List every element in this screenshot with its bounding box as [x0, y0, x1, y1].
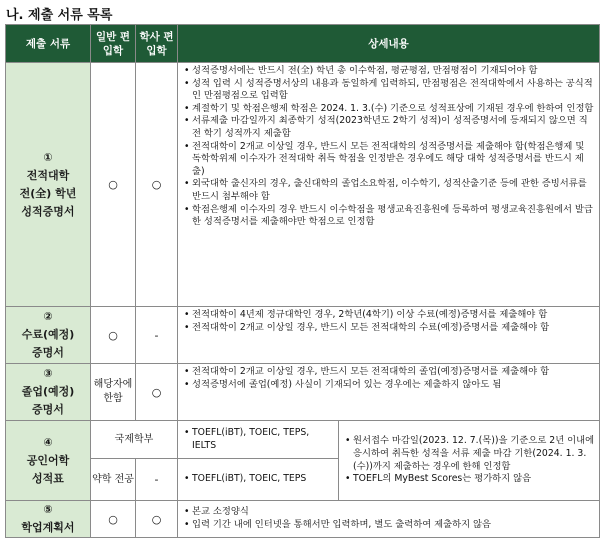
test-list: • TOEFL(iBT), TOEIC, TEPS, IELTS	[184, 427, 334, 452]
required-documents-table	[5, 24, 600, 538]
category-label: 졸업(예정)	[21, 385, 75, 398]
header-doc: 제출 서류	[6, 25, 91, 63]
category-cell	[6, 63, 91, 307]
detail-item: • 전적대학이 2개교 이상일 경우, 반드시 모든 전적대학의 수료(예정)증명서를 제출해야 함	[184, 322, 595, 335]
general-mark: ○	[91, 307, 136, 364]
general-mark: 해당자에 한함	[91, 364, 136, 421]
general-mark: ○	[91, 501, 136, 538]
category-label: 수료(예정)	[21, 328, 75, 341]
table-row	[6, 307, 600, 364]
category-label: 전(全) 학년	[19, 186, 77, 200]
header-general: 일반 편입학	[91, 25, 136, 63]
bachelor-mark: -	[136, 459, 178, 501]
detail-item: • 전적대학이 4년제 정규대학인 경우, 2학년(4학기) 이상 수료(예정)증명서를 제출해야 함	[184, 309, 595, 322]
category-label: 성적증명서	[21, 204, 75, 218]
detail-item: • 본교 소정양식	[184, 506, 595, 519]
test-list: • TOEFL(iBT), TOEIC, TEPS	[184, 473, 334, 486]
category-number: ③	[43, 367, 53, 380]
category-number: ⑤	[43, 503, 53, 516]
table-row	[6, 364, 600, 421]
detail-item: • 계절학기 및 학점은행제 학점은 2024. 1. 3.(수) 기준으로 성적표상에 기재된 경우에 한하여 인정함	[184, 103, 595, 116]
category-cell	[6, 364, 91, 421]
header-details: 상세내용	[178, 25, 600, 63]
details-cell	[178, 307, 600, 364]
detail-item: • 전적대학이 2개교 이상일 경우, 반드시 모든 전적대학의 졸업(예정)증명서를 제출해야 함	[184, 366, 595, 379]
category-label: 증명서	[32, 346, 64, 359]
category-number: ②	[43, 310, 53, 323]
table-header-row	[6, 25, 600, 63]
detail-item: • 성적증명서에는 반드시 전(全) 학년 총 이수학점, 평균평점, 만점평점이 기재되어야 함	[184, 65, 595, 78]
table-row	[6, 501, 600, 538]
detail-item: • 성적증명서에 졸업(예정) 사실이 기재되어 있는 경우에는 제출하지 않아도 됨	[184, 379, 595, 392]
category-cell	[6, 307, 91, 364]
category-label: 공인어학	[26, 453, 70, 467]
note-item: • TOEFL의 MyBest Scores는 평가하지 않음	[345, 473, 595, 486]
detail-item: • 학점은행제 이수자의 경우 반드시 이수학점을 평생교육진흥원에 등록하여 평생교육진흥원에서 발급한 성적증명서를 제출해야만 학점으로 인정함	[184, 204, 595, 229]
section-title: 나. 제출 서류 목록	[6, 8, 113, 23]
category-label: 전적대학	[26, 168, 70, 182]
category-cell	[6, 421, 91, 501]
category-number: ④	[43, 435, 53, 449]
details-cell	[178, 63, 600, 307]
table-row	[6, 63, 600, 307]
subgroup-label: 국제학부	[91, 421, 178, 459]
detail-item: • 서류제출 마감일까지 최종학기 성적(2023학년도 2학기 성적)이 성적증명서에 등재되지 않으면 직전 학기 성적까지 제출함	[184, 115, 595, 140]
category-label: 증명서	[32, 403, 64, 416]
detail-item: • 전적대학이 2개교 이상일 경우, 반드시 모든 전적대학의 성적증명서를 제출해야 함(학점은행제 및 독학학위제 이수자가 전적대학 취득 학점을 인정받은 경우에도 해당 대학 성적증명서를 반드시 제출)	[184, 141, 595, 179]
table-row	[6, 421, 600, 459]
bachelor-mark: ○	[136, 364, 178, 421]
detail-item: • 입력 기간 내에 인터넷을 통해서만 입력하며, 별도 출력하여 제출하지 않음	[184, 519, 595, 532]
tests-cell	[178, 421, 339, 459]
category-label: 학업계획서	[21, 521, 75, 534]
bachelor-mark: ○	[136, 63, 178, 307]
tests-cell	[178, 459, 339, 501]
category-label: 성적표	[32, 471, 64, 485]
details-cell	[178, 364, 600, 421]
detail-item: • 성적 입력 시 성적증명서상의 내용과 동일하게 입력하되, 만점평점은 전적대학에서 사용하는 공식적인 만점평점으로 입력함	[184, 78, 595, 103]
detail-item: • 외국대학 출신자의 경우, 출신대학의 졸업소요학점, 이수학기, 성적산출기준 등에 관한 증빙서류를 반드시 첨부해야 함	[184, 178, 595, 203]
bachelor-mark: -	[136, 307, 178, 364]
note-item: • 원서접수 마감일(2023. 12. 7.(목))을 기준으로 2년 이내에 응시하여 취득한 성적을 서류 제출 마감 기한(2024. 1. 3.(수))까지 제출하는 경우에 한해 인정함	[345, 435, 595, 473]
details-cell	[178, 501, 600, 538]
bachelor-mark: ○	[136, 501, 178, 538]
subgroup-label: 약학 전공	[91, 459, 136, 501]
category-cell	[6, 501, 91, 538]
notes-cell	[339, 421, 600, 501]
header-bachelor: 학사 편입학	[136, 25, 178, 63]
category-number: ①	[43, 150, 53, 164]
general-mark: ○	[91, 63, 136, 307]
